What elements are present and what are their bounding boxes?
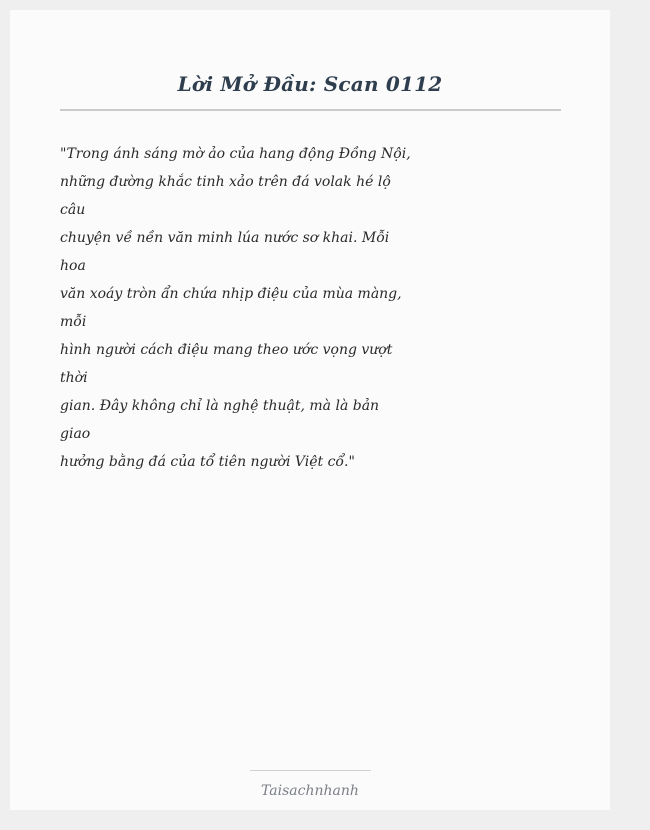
body-line: chuyện về nền văn minh lúa nước sơ khai. Mỗi [60, 230, 390, 246]
body-line: hình người cách điệu mang theo ước vọng vượt [60, 342, 393, 358]
document-page [10, 10, 610, 810]
body-line: giao [60, 426, 91, 442]
footer-brand: Taisachnhanh [261, 783, 359, 799]
body-paragraph [60, 140, 411, 476]
title-divider [60, 109, 561, 111]
page-title: Lời Mở Đầu: Scan 0112 [177, 72, 443, 96]
body-line: văn xoáy tròn ẩn chứa nhịp điệu của mùa màng, [60, 286, 402, 302]
body-line: những đường khắc tinh xảo trên đá volak hé lộ [60, 174, 391, 190]
body-line: hưởng bằng đá của tổ tiên người Việt cổ." [60, 454, 355, 470]
body-line: thời [60, 370, 88, 386]
body-line: hoa [60, 258, 86, 274]
body-line: "Trong ánh sáng mờ ảo của hang động Đồng Nội, [60, 146, 411, 162]
body-line: câu [60, 202, 86, 218]
footer-divider [250, 770, 371, 771]
body-line: mỗi [60, 314, 87, 330]
body-line: gian. Đây không chỉ là nghệ thuật, mà là bản [60, 398, 380, 414]
